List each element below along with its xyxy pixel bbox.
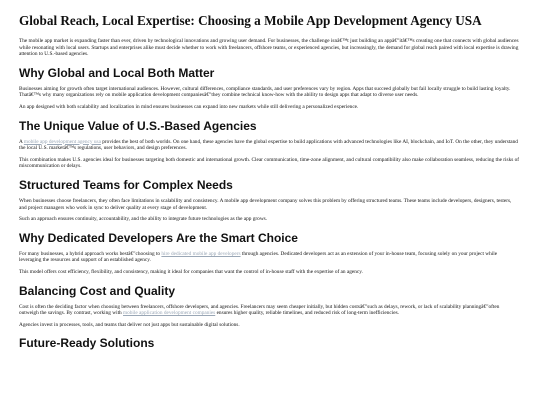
paragraph-text: A [19,138,24,145]
paragraph-text: For many businesses, a hybrid approach works bestâ€”choosing to [19,250,162,257]
section-cost-quality-paragraph-1 [19,304,520,317]
section-us-agencies-paragraph-2: This combination makes U.S. agencies ideal for businesses targeting both domestic and international growth. Clear communication, time-zone alignment, and cultural compatibility also make collaboration seamless, reducing the risks of miscommunication or delays. [19,156,520,170]
section-dedicated-developers-paragraph-2: This model offers cost efficiency, flexibility, and consistency, making it ideal for companies that want the control of in-house staff with the expertise of an agency. [19,268,363,275]
section-structured-teams-paragraph-1: When businesses choose freelancers, they often face limitations in scalability and consistency. A mobile app development company solves this problem by offering structured teams. These teams include developers, designers, testers, and project managers who work in sync to deliver quality at every stage of development. [19,197,512,211]
paragraph-text: ensures higher quality, reliable timelines, and reduced risk of long-term inefficiencies. [215,310,399,317]
section-heading-global-local: Why Global and Local Both Matter [19,65,215,80]
section-heading-us-agencies: The Unique Value of U.S.-Based Agencies [19,118,257,133]
paragraph-text: provides the best of both worlds. On one hand, these agencies have the global expertise to build applications with advanced technologies like AI, blockchain, and IoT. On the other, they understand the local U.S. marketâ€™s regulations, user behaviors, and design preferences. [19,138,518,152]
intro-paragraph: The mobile app market is expanding faster than ever, driven by technological innovations and growing user demand. For businesses, the challenge isnâ€™t just building an appâ€”itâ€™s creating one that connects with global audiences while resonating with local users. Startups and enterprises alike must decide whether to work with freelancers, offshore teams, or experienced agencies, but increasingly, the demand for global reach paired with local expertise is drawing attention to U.S.-based agencies. [19,38,519,58]
section-heading-cost-quality: Balancing Cost and Quality [19,283,176,298]
hire-developers-link[interactable]: hire dedicated mobile app developers [161,250,241,257]
section-us-agencies-paragraph-1 [19,139,520,152]
agency-usa-link[interactable]: mobile app development agency usa [23,138,101,145]
section-heading-future-ready: Future-Ready Solutions [19,336,155,351]
paragraph-text: Cost is often the deciding factor when choosing between freelancers, offshore developers, and agencies. Freelancers may seem cheaper initially, but hidden costsâ€”such as delays, rework, or lack of scalability planningâ€”often outweigh the savings. By contrast, working with [19,303,500,317]
section-heading-structured-teams: Structured Teams for Complex Needs [19,177,233,192]
section-global-local-paragraph-2: An app designed with both scalability and localization in mind ensures businesses can expand into new markets while still delivering a personalized experience. [19,103,359,110]
section-heading-dedicated-developers: Why Dedicated Developers Are the Smart Choice [19,230,298,245]
section-structured-teams-paragraph-2: Such an approach ensures continuity, accountability, and the ability to integrate future technologies as the app grows. [19,216,268,223]
section-global-local-paragraph-1: Businesses aiming for growth often target international audiences. However, cultural differences, compliance standards, and user preferences vary by region. Apps that succeed globally but fail locally struggle to build lasting loyalty. Thatâ€™s why many organizations rely on mobile application development companiesâ€”they combine technical know-how with the ability to design apps that adapt to diverse user needs. [19,85,511,99]
page-title: Global Reach, Local Expertise: Choosing a Mobile App Development Agency USA [19,13,482,28]
section-cost-quality-paragraph-2: Agencies invest in processes, tools, and teams that deliver not just apps but sustainable digital solutions. [19,321,240,328]
development-companies-link[interactable]: mobile application development companies [123,310,216,317]
paragraph-text: through agencies. Dedicated developers act as an extension of your in-house team, focusing solely on your project while leveraging the resources and support of an established agency. [19,250,498,264]
section-dedicated-developers-paragraph-1 [19,251,520,264]
